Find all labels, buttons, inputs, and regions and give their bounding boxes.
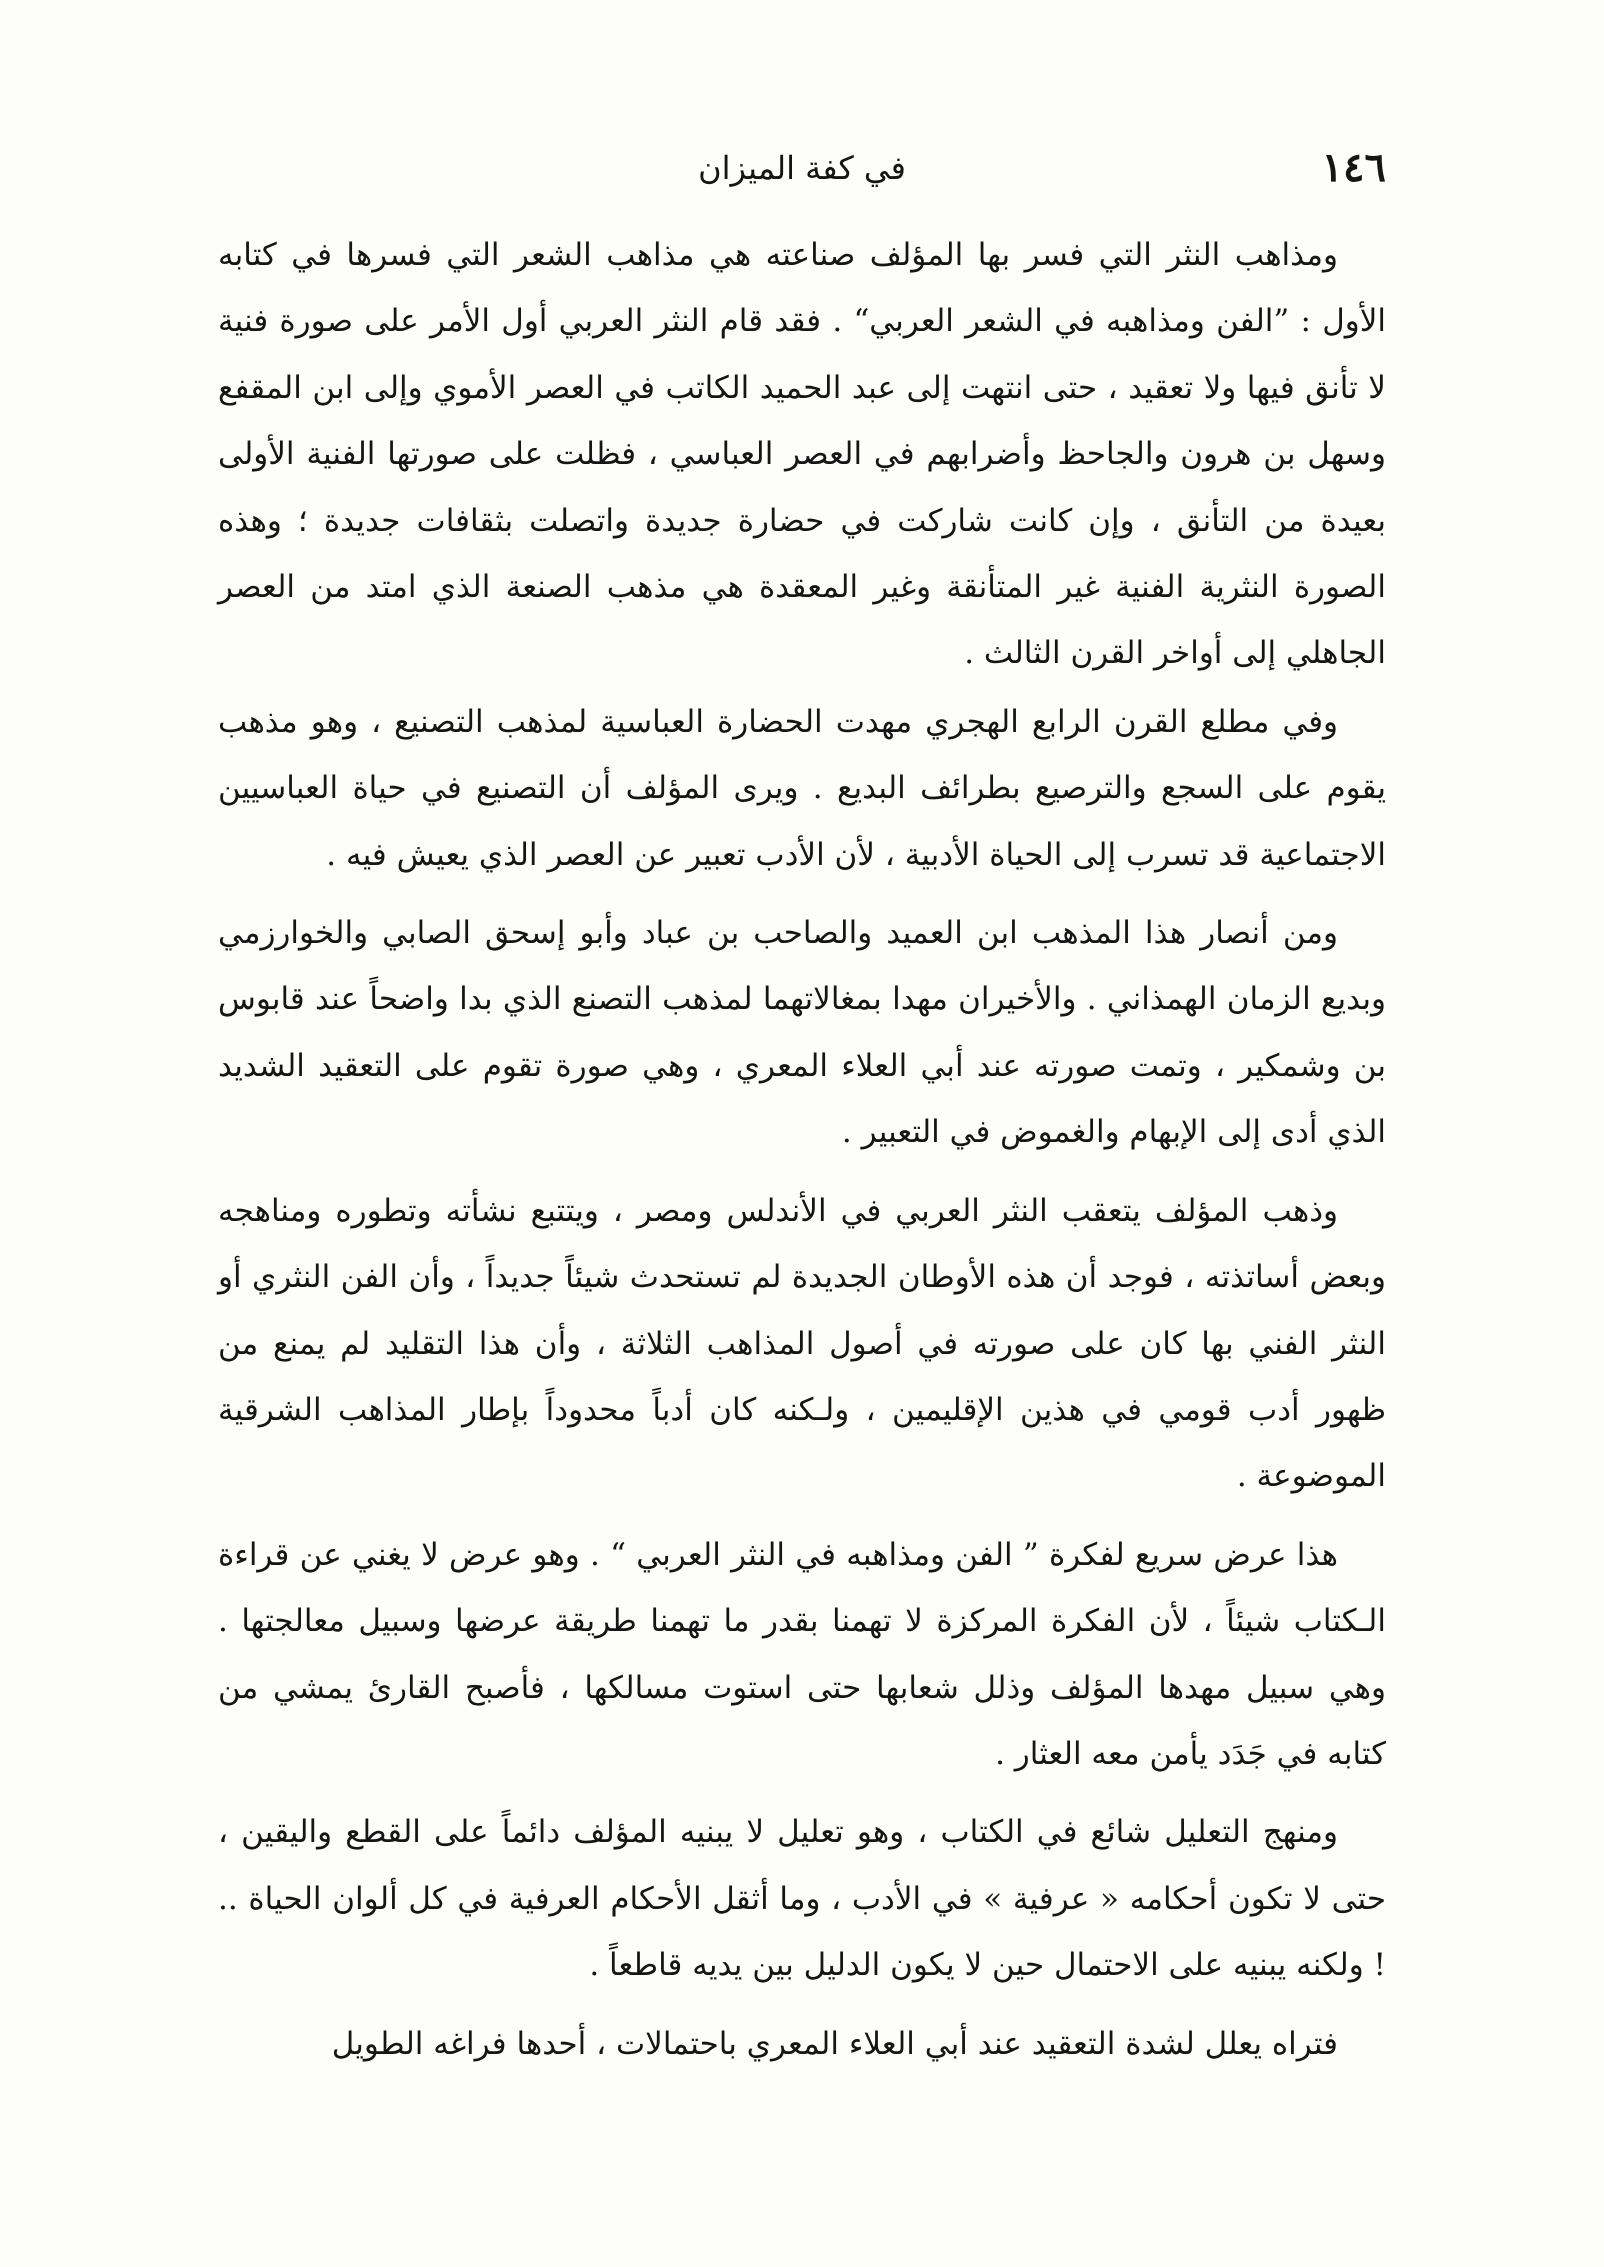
paragraph-3: ومن أنصار هذا المذهب ابن العميد والصاحب بن عباد وأبو إسحق الصابي والخوارزمي وبديع الزمان الهمذاني . والأخيران مهدا بمغالاتهما لمذهب التصنع الذي بدا واضحاً عند قابوس بن وشمكير ، وتمت صورته عند أبي العلاء المعري ، وهي صورة تقوم على التعقيد الشديد الذي أدى إلى الإبهام والغموض في التعبير . xyxy=(218,915,1386,1151)
paragraph-1: ومذاهب النثر التي فسر بها المؤلف صناعته هي مذاهب الشعر التي فسرها في كتابه الأول : ”الفن ومذاهبه في الشعر العربي“ . فقد قام النثر العربي أول الأمر على صورة فنية لا تأنق فيها ولا تعقيد ، حتى انتهت إلى عبد الحميد الكاتب في العصر الأموي وإلى ابن المقفع وسهل بن هرون والجاحظ وأضرابهم في العصر العباسي ، فظلت على صورتها الفنية الأولى بعيدة من التأنق ، وإن كانت شاركت في حضارة جديدة واتصلت بثقافات جديدة ؛ وهذه الصورة النثرية الفنية غير المتأنقة وغير المعقدة هي مذهب الصنعة الذي امتد من العصر الجاهلي إلى أواخر القرن الثالث . xyxy=(218,237,1386,672)
paragraph-7: فتراه يعلل لشدة التعقيد عند أبي العلاء المعري باحتمالات ، أحدها فراغه الطويل xyxy=(331,2025,1338,2062)
paragraph-6: ومنهج التعليل شائع في الكتاب ، وهو تعليل لا يبنيه المؤلف دائماً على القطع واليقين ، حتى لا تكون أحكامه « عرفية » في الأدب ، وما أثقل الأحكام العرفية في كل ألوان الحياة .. ! ولكنه يبنيه على الاحتمال حين لا يكون الدليل بين يديه قاطعاً . xyxy=(218,1814,1386,1984)
page-header xyxy=(218,140,1386,200)
running-title: في كفة الميزان xyxy=(698,149,906,187)
paragraph-5: هذا عرض سريع لفكرة ” الفن ومذاهبه في النثر العربي “ . وهو عرض لا يغني عن قراءة الـكتاب شيئاً ، لأن الفكرة المركزة لا تهمنا بقدر ما تهمنا طريقة عرضها وسبيل معالجتها . وهي سبيل مهدها المؤلف وذلل شعابها حتى استوت مسالكها ، فأصبح القارئ يمشي من كتابه في جَدَد يأمن معه العثار . xyxy=(218,1536,1386,1772)
paragraph-2: وفي مطلع القرن الرابع الهجري مهدت الحضارة العباسية لمذهب التصنيع ، وهو مذهب يقوم على السجع والترصيع بطرائف البديع . ويرى المؤلف أن التصنيع في حياة العباسيين الاجتماعية قد تسرب إلى الحياة الأدبية ، لأن الأدب تعبير عن العصر الذي يعيش فيه . xyxy=(218,703,1386,873)
paragraph-4: وذهب المؤلف يتعقب النثر العربي في الأندلس ومصر ، ويتتبع نشأته وتطوره ومناهجه وبعض أساتذته ، فوجد أن هذه الأوطان الجديدة لم تستحدث شيئاً جديداً ، وأن الفن النثري أو النثر الفني بها كان على صورته في أصول المذاهب الثلاثة ، وأن هذا التقليد لم يمنع من ظهور أدب قومي في هذين الإقليمين ، ولـكنه كان أدباً محدوداً بإطار المذاهب الشرقية الموضوعة . xyxy=(218,1192,1386,1495)
page-number: ١٤٦ xyxy=(1321,144,1386,191)
body-text xyxy=(218,222,1386,2077)
